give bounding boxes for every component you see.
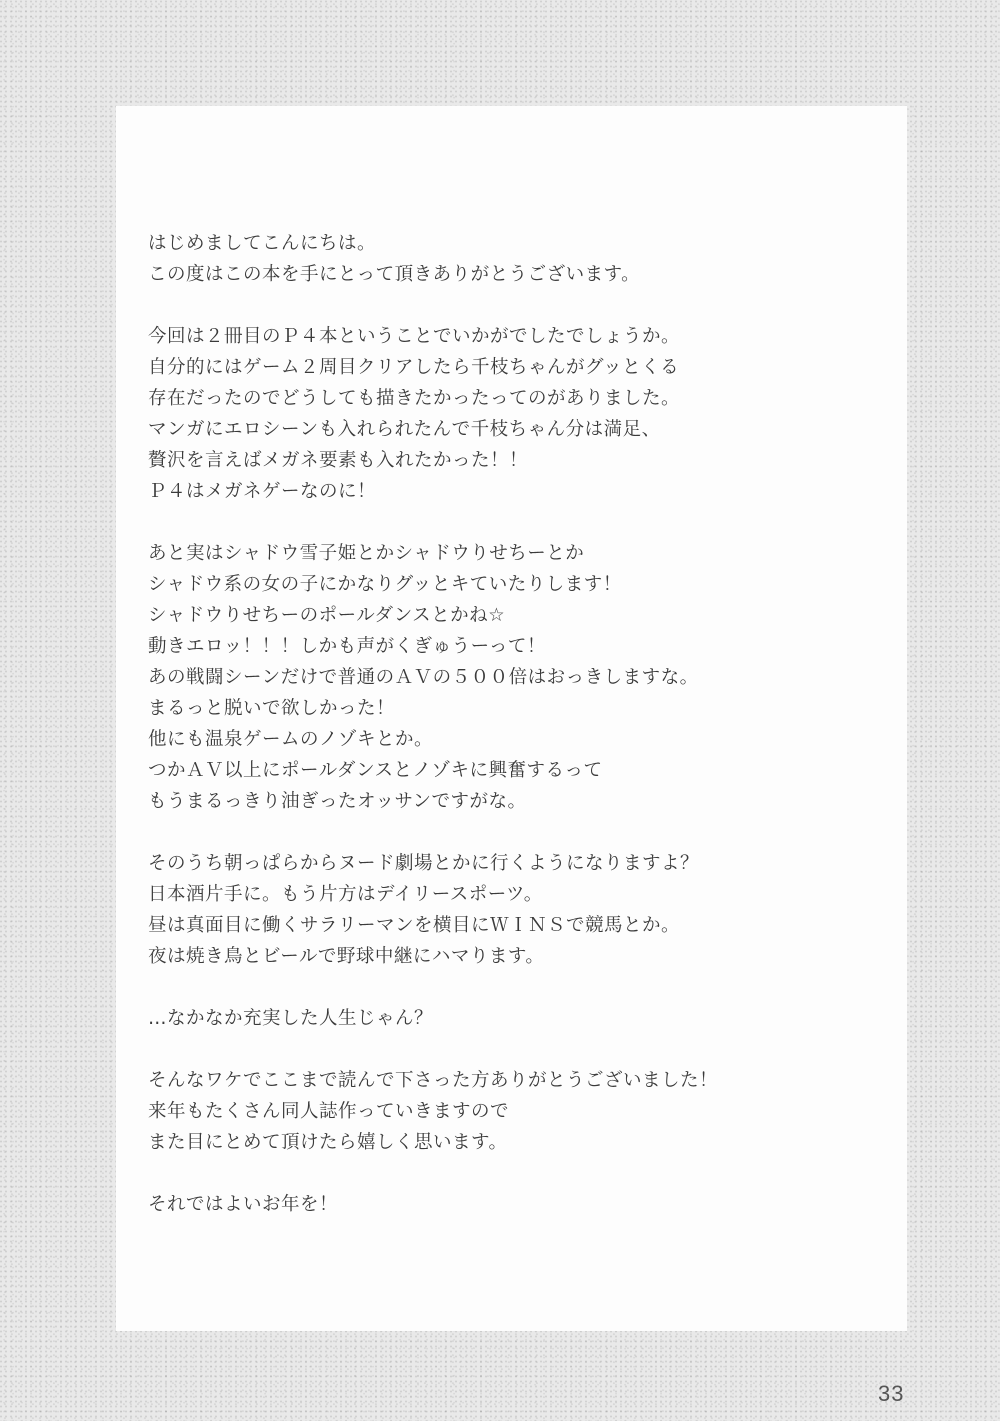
paragraph-shadow [148,538,788,817]
text-line: はじめましてこんにちは。 [148,233,377,254]
afterword-text [148,228,788,1251]
text-line: それではよいお年を！ [148,1194,339,1215]
text-line: 贅沢を言えばメガネ要素も入れたかった！！ [148,450,529,471]
text-line: まるっと脱いで欲しかった！ [148,698,396,719]
text-line: 日本酒片手に。もう片方はデイリースポーツ。 [148,884,543,905]
text-line: 夜は焼き鳥とビールで野球中継にハマります。 [148,946,545,967]
text-line: 来年もたくさん同人誌作っていきますので [148,1101,510,1122]
text-line: 存在だったのでどうしても描きたかったってのがありました。 [148,388,681,409]
page-number: 33 [878,1381,905,1406]
text-line: 動きエロッ！！！しかも声がくぎゅうーって！ [148,636,546,657]
text-line: もうまるっきり油ぎったオッサンですがな。 [148,791,527,812]
text-line: 昼は真面目に働くサラリーマンを横目にＷＩＮＳで競馬とか。 [148,915,681,936]
text-line: マンガにエロシーンも入れられたんで千枝ちゃん分は満足、 [148,419,661,440]
paragraph-thanks [148,1065,788,1158]
paragraph-p4-book [148,321,788,507]
text-line: シャドウ系の女の子にかなりグッとキていたりします！ [148,574,622,595]
text-line: また目にとめて頂けたら嬉しく思います。 [148,1132,508,1153]
text-line: 自分的にはゲーム２周目クリアしたら千枝ちゃんがグッとくる [148,357,680,378]
text-line: 今回は２冊目のＰ４本ということでいかがでしたでしょうか。 [148,326,681,347]
text-line: そんなワケでここまで読んで下さった方ありがとうございました！ [148,1070,719,1091]
text-line: 他にも温泉ゲームのノゾキとか。 [148,729,434,750]
paragraph-fulfilling [148,1003,788,1034]
paragraph-future [148,848,788,972]
text-line: Ｐ４はメガネゲーなのに！ [148,481,377,502]
text-line: この度はこの本を手にとって頂きありがとうございます。 [148,264,641,285]
text-line: そのうち朝っぱらからヌード劇場とかに行くようになりますよ？ [148,853,700,874]
text-line: あと実はシャドウ雪子姫とかシャドウりせちーとか [148,543,585,564]
paragraph-closing [148,1189,788,1220]
text-line: シャドウりせちーのポールダンスとかね☆ [148,605,506,626]
text-line: …なかなか充実した人生じゃん？ [148,1008,434,1029]
text-line: あの戦闘シーンだけで普通のＡＶの５００倍はおっきしますな。 [148,667,699,688]
paragraph-greeting [148,228,788,290]
text-line: つかＡＶ以上にポールダンスとノゾキに興奮するって [148,760,603,781]
